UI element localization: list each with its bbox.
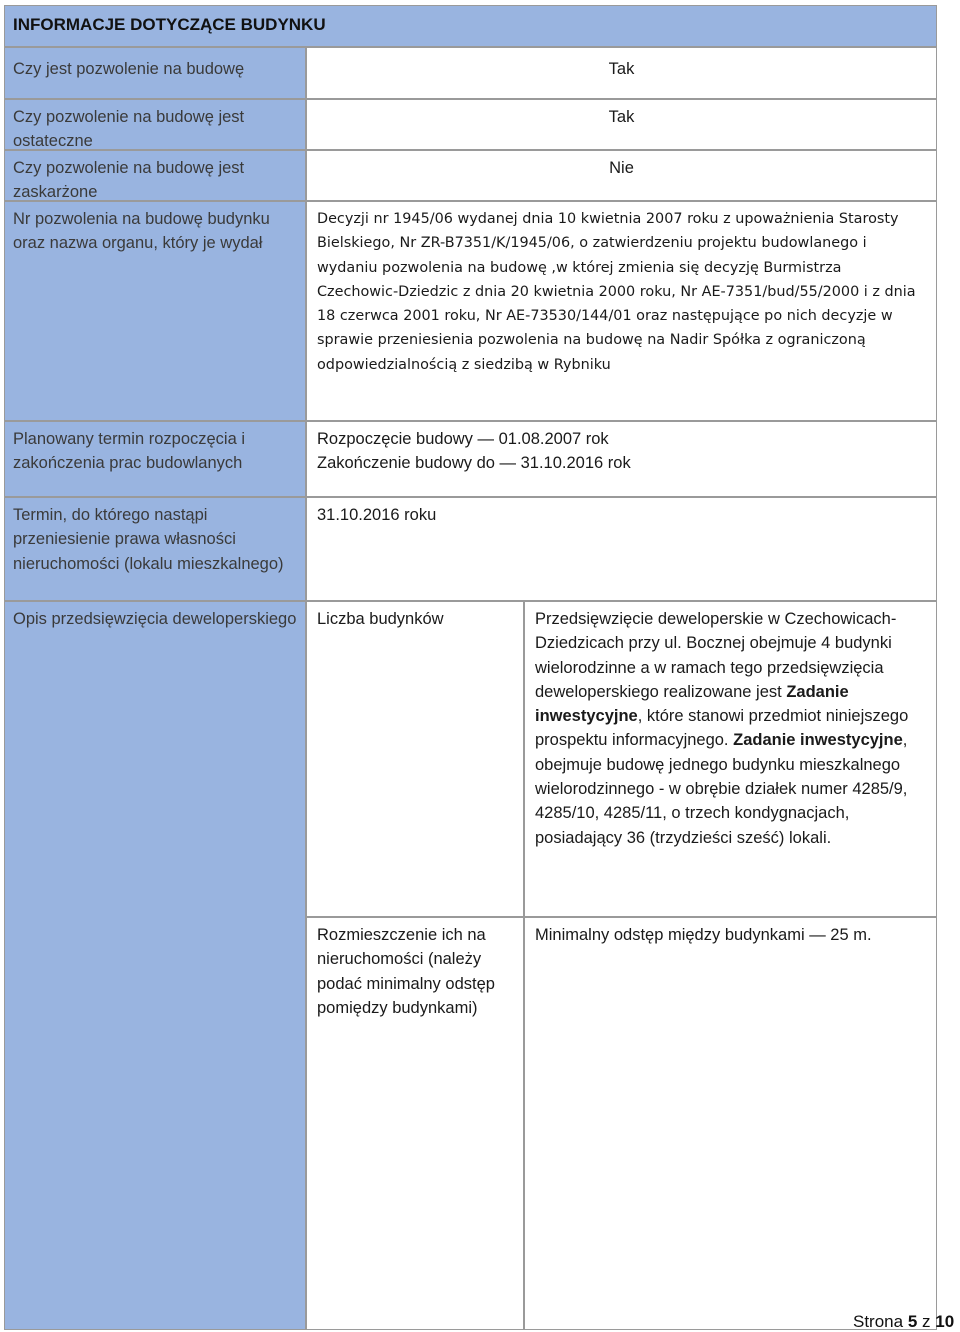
value-planned-dates <box>306 421 937 497</box>
value-permit-number: Decyzji nr 1945/06 wydanej dnia 10 kwietnia 2007 roku z upoważnienia Starosty Bielskiego, Nr ZR-B7351/K/1945/06, o zatwierdzeniu projektu budowlanego i wydaniu pozwolenia na budowę ,w której zmienia się decyzję Burmistrza Czechowic-Dziedzic z dnia 20 kwietnia 2000 roku, Nr AE-7351/bud/55/2000 i z dnia 18 czerwca 2001 roku, Nr AE-73530/144/01 oraz następujące po nich decyzje w sprawie przeniesienia pozwolenia na budowę na Nadir Spółka z ograniczoną odpowiedzialnością z siedzibą w Rybniku <box>306 201 937 421</box>
table-header: INFORMACJE DOTYCZĄCE BUDYNKU <box>4 5 937 47</box>
value-transfer-deadline: 31.10.2016 roku <box>306 497 937 601</box>
label-permit-exists: Czy jest pozwolenie na budowę <box>4 47 306 99</box>
planned-start: Rozpoczęcie budowy — 01.08.2007 rok <box>317 430 609 448</box>
planned-end: Zakończenie budowy do — 31.10.2016 rok <box>317 454 631 473</box>
building-info-table <box>4 5 937 1330</box>
footer-prefix: Strona <box>853 1312 908 1331</box>
label-permit-final: Czy pozwolenie na budowę jest ostateczne <box>4 99 306 150</box>
footer-separator: z <box>917 1312 936 1331</box>
count-text-3: , obejmuje budowę jednego budynku mieszkalnego wielorodzinnego - w obrębie działek numer 4285/9, 4285/10, 4285/11, o trzech kondygnacjach, posiadający 36 (trzydzieści sześć) lokali. <box>535 731 908 847</box>
value-permit-final: Tak <box>306 99 937 150</box>
count-bold-2: Zadanie inwestycyjne <box>733 731 903 750</box>
value-building-count <box>524 601 937 917</box>
label-description: Opis przedsięwzięcia deweloperskiego <box>4 601 306 1330</box>
label-transfer-deadline: Termin, do którego nastąpi przeniesienie prawa własności nieruchomości (lokalu mieszkalnego) <box>4 497 306 601</box>
value-building-placement: Minimalny odstęp między budynkami — 25 m. <box>524 917 937 1330</box>
value-permit-exists: Tak <box>306 47 937 99</box>
label-building-placement: Rozmieszczenie ich na nieruchomości (należy podać minimalny odstęp pomiędzy budynkami) <box>306 917 524 1330</box>
label-building-count: Liczba budynków <box>306 601 524 917</box>
label-planned-dates: Planowany termin rozpoczęcia i zakończenia prac budowlanych <box>4 421 306 497</box>
count-bold-1: Zadanie inwestycyjne <box>535 682 849 726</box>
page-footer <box>853 1312 954 1332</box>
value-permit-appealed: Nie <box>306 150 937 201</box>
footer-page-number: 5 <box>907 1312 918 1331</box>
count-text-1: Przedsięwzięcie deweloperskie w Czechowicach-Dziedzicach przy ul. Bocznej obejmuje 4 budynki wielorodzinne a w ramach tego przedsięwzięcia deweloperskiego realizowane jest <box>535 610 897 701</box>
footer-page-total: 10 <box>935 1312 955 1331</box>
label-permit-appealed: Czy pozwolenie na budowę jest zaskarżone <box>4 150 306 201</box>
count-text-2: , które stanowi przedmiot niniejszego prospektu informacyjnego. <box>535 707 909 750</box>
label-permit-number: Nr pozwolenia na budowę budynku oraz nazwa organu, który je wydał <box>4 201 306 421</box>
